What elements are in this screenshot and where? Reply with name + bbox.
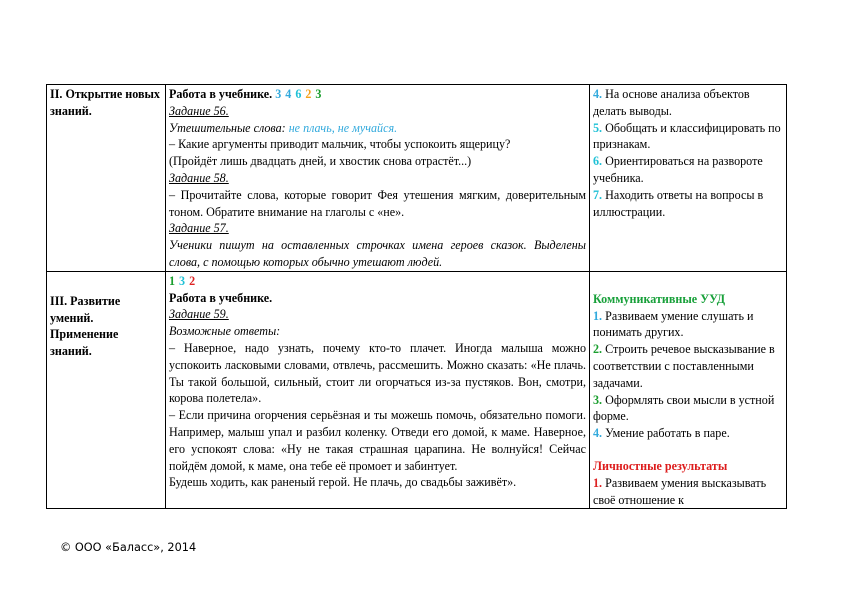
- work-label: Работа в учебнике.: [169, 290, 273, 305]
- uud-number: 5.: [593, 120, 603, 135]
- uud-text: Развиваем умения высказывать своё отношение к: [593, 475, 767, 507]
- work-number: 3: [315, 87, 322, 101]
- work-number: 2: [189, 273, 196, 288]
- uud-number: 2.: [593, 342, 603, 357]
- uud-number: 3.: [593, 392, 603, 407]
- stage-title: II. Открытие новых знаний.: [50, 87, 160, 118]
- uud-item: [593, 86, 783, 120]
- uud-text: Находить ответы на вопросы в иллюстрации.: [593, 187, 764, 219]
- task-title: Задание 58.: [169, 170, 229, 185]
- stage-cell: [47, 271, 166, 509]
- work-label: Работа в учебнике.: [169, 87, 273, 101]
- task-title: Задание 57.: [169, 221, 229, 236]
- uud-text: На основе анализа объектов делать выводы.: [593, 87, 750, 118]
- uud-text: Развиваем умение слушать и понимать других.: [593, 308, 754, 340]
- uud-item: [593, 392, 783, 426]
- lesson-plan-table: [46, 84, 787, 509]
- table-row: [47, 85, 787, 272]
- stage-title: III. Развитие умений. Применение знаний.: [50, 293, 121, 359]
- task-question: – Какие аргументы приводит мальчик, чтобы успокоить ящерицу?: [169, 137, 511, 152]
- task-title: Задание 56.: [169, 103, 229, 118]
- personal-heading: Личностные результаты: [593, 458, 728, 473]
- answer-text: Будешь ходить, как раненый герой. Не плачь, до свадьбы заживёт».: [169, 475, 517, 490]
- copyright-footer: © ООО «Баласс», 2014: [60, 541, 197, 554]
- work-numbers: [275, 87, 325, 101]
- uud-item: [593, 153, 783, 187]
- uud-item: [593, 120, 783, 154]
- uud-cell: [590, 85, 787, 272]
- task-text: – Прочитайте слова, которые говорит Фея утешения мягким, доверительным тоном. Обратите внимание на глаголы с «не».: [169, 187, 586, 219]
- stage-cell: [47, 85, 166, 272]
- uud-text: Оформлять свои мысли в устной форме.: [593, 392, 775, 424]
- uud-text: Строить речевое высказывание в соответствии с поставленными задачами.: [593, 342, 775, 390]
- content-cell: [166, 271, 590, 509]
- uud-item: [593, 187, 783, 221]
- uud-number: 1.: [593, 475, 603, 490]
- uud-text: Умение работать в паре.: [602, 426, 730, 441]
- uud-number: 6.: [593, 154, 603, 169]
- answer-text: – Наверное, надо узнать, почему кто-то плачет. Иногда малыша можно успокоить ласковыми словами, отвлечь, рассмешить. Можно сказать: «Не плачь. Ты такой большой, сильный, стоит ли огорчаться из-за пустяков. Вон, смотри, корова полетела».: [169, 340, 586, 406]
- uud-text: Ориентироваться на развороте учебника.: [593, 154, 763, 185]
- task-consoling-words: [169, 120, 586, 137]
- task-title: Задание 59.: [169, 307, 229, 322]
- uud-item: [593, 308, 783, 342]
- task-text: Ученики пишут на оставленных строчках имена героев сказок. Выделены слова, с помощью которых обычно утешают людей.: [169, 238, 586, 269]
- work-number: 1: [169, 273, 176, 288]
- work-number: 3: [179, 273, 186, 288]
- work-number: 4: [285, 87, 292, 101]
- work-number: 2: [305, 87, 312, 101]
- content-cell: [166, 85, 590, 272]
- uud-item: [593, 475, 783, 509]
- answers-label: Возможные ответы:: [169, 324, 281, 339]
- work-number: 6: [295, 87, 302, 101]
- work-numbers: [169, 273, 586, 290]
- uud-number: 1.: [593, 308, 603, 323]
- work-number: 3: [275, 87, 282, 101]
- uud-cell: [590, 271, 787, 509]
- consoling-label: Утешительные слова:: [169, 120, 289, 135]
- uud-text: Обобщать и классифицировать по признакам.: [593, 120, 781, 152]
- communicative-heading: Коммуникативные УУД: [593, 291, 726, 306]
- consoling-words: не плачь, не мучайся.: [288, 120, 398, 135]
- uud-number: 7.: [593, 187, 603, 202]
- task-quote: (Пройдёт лишь двадцать дней, и хвостик снова отрастёт...): [169, 154, 472, 169]
- uud-number: 4.: [593, 426, 603, 441]
- table-row: [47, 271, 787, 509]
- answer-text: – Если причина огорчения серьёзная и ты можешь помочь, обязательно помоги. Например, малыш упал и разбил коленку. Отведи его домой, к маме. Наверное, его успокоят слова: «Ну не такая страшная царапина. Не волнуйся! Сейчас пойдём домой, к маме, она тебе её промоет и забинтует.: [169, 408, 586, 473]
- uud-number: 4.: [593, 87, 603, 101]
- uud-item: [593, 425, 783, 442]
- uud-item: [593, 341, 783, 391]
